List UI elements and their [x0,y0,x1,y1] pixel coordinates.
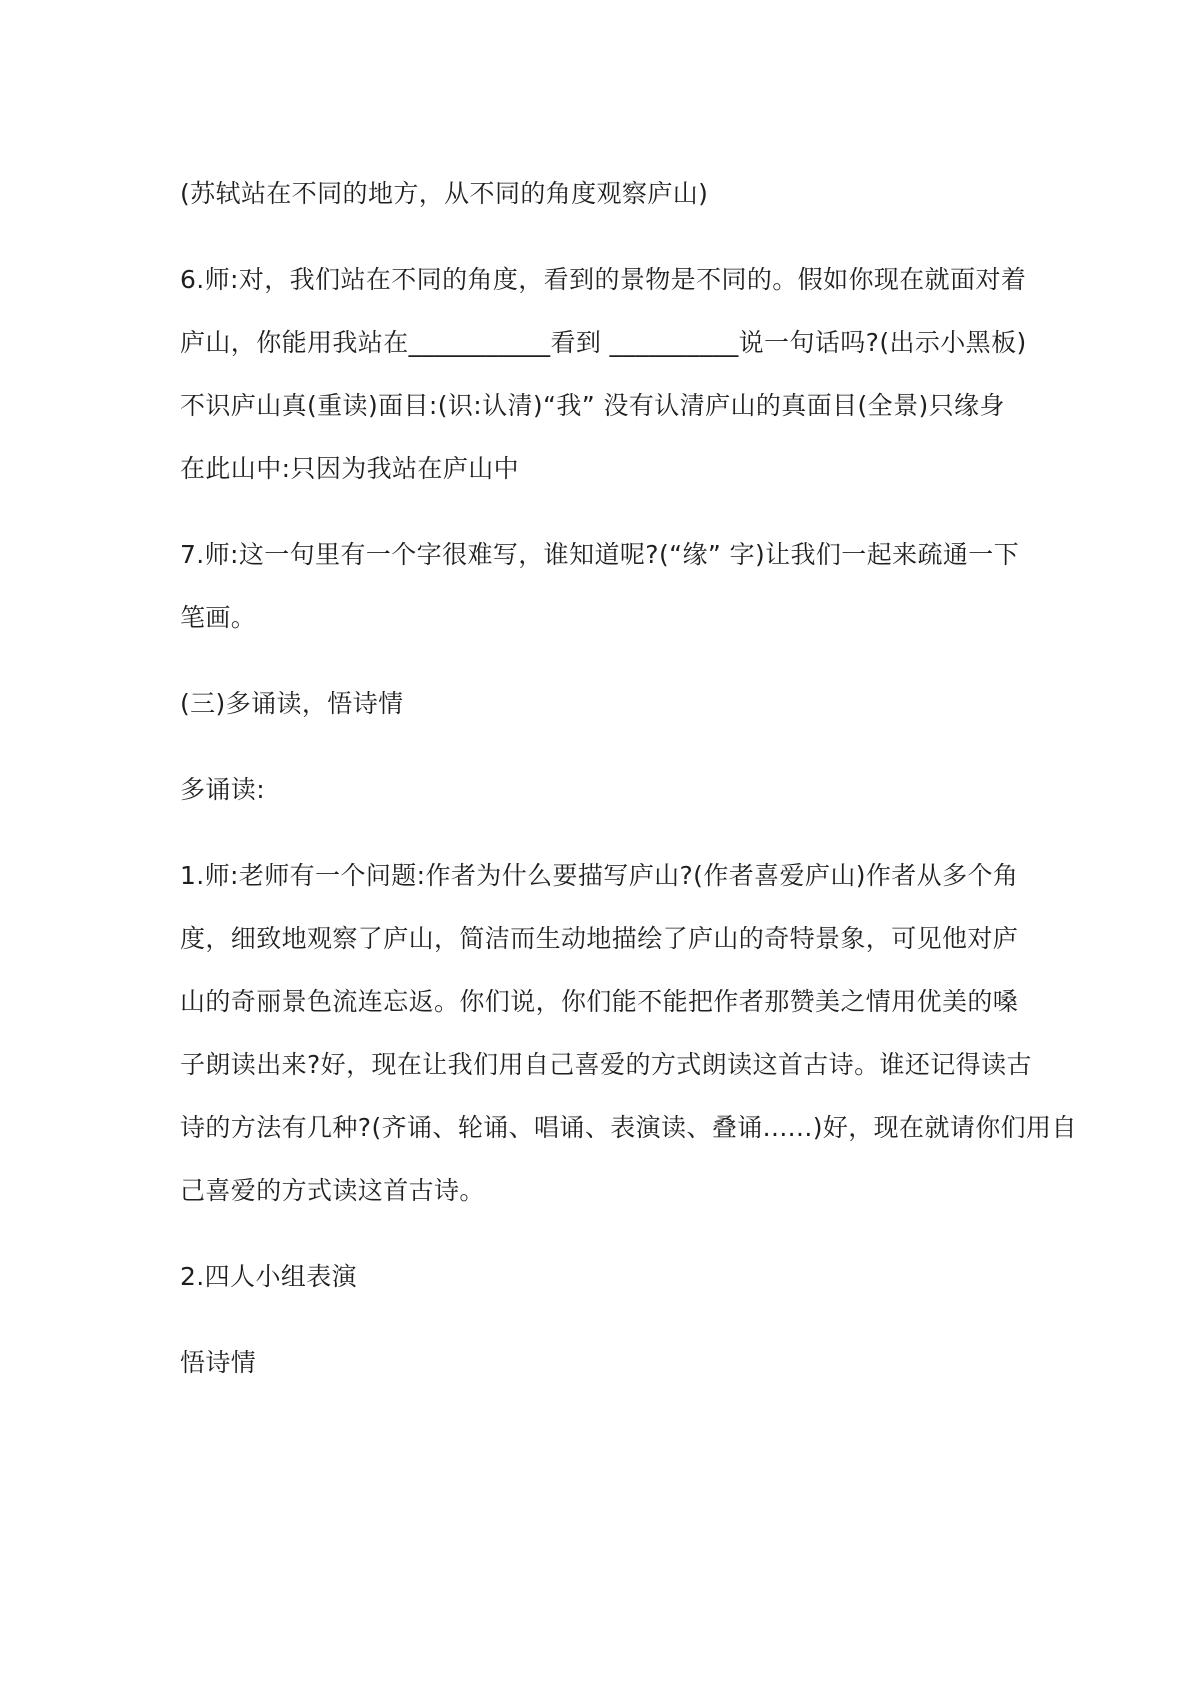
document-body [180,162,1077,1394]
text-line: 庐山，你能用我站在___________看到 __________说一句话吗?(出示小黑板) [180,328,1027,357]
text-line: 笔画。 [180,603,257,632]
text-line: 在此山中:只因为我站在庐山中 [180,454,520,483]
text-line: 度，细致地观察了庐山，简洁而生动地描绘了庐山的奇特景象，可见他对庐 [180,924,1019,953]
paragraph-step-2 [180,1245,1020,1308]
text-line: 2.四人小组表演 [180,1262,358,1291]
section-heading-3 [180,672,1020,735]
text-line: 己喜爱的方式读这首古诗。 [180,1176,485,1205]
text-line: (苏轼站在不同的地方，从不同的角度观察庐山) [180,179,709,208]
text-line: 1.师:老师有一个问题:作者为什么要描写庐山?(作者喜爱庐山)作者从多个角 [180,861,1019,890]
text-line: 不识庐山真(重读)面目:(识:认清)“我” 没有认清庐山的真面目(全景)只缘身 [180,391,1005,420]
text-line: 多诵读: [180,775,266,804]
subheading-poem-feeling [180,1331,1020,1394]
text-line: (三)多诵读，悟诗情 [180,689,404,718]
text-line: 子朗读出来?好，现在让我们用自己喜爱的方式朗读这首古诗。谁还记得读古 [180,1050,1032,1079]
paragraph-step-1 [180,844,1077,1222]
text-line: 7.师:这一句里有一个字很难写，谁知道呢?(“缘” 字)让我们一起来疏通一下 [180,540,1020,569]
text-line: 诗的方法有几种?(齐诵、轮诵、唱诵、表演读、叠诵......)好，现在就请你们用自 [180,1113,1077,1142]
paragraph-observation-note [180,162,1020,225]
paragraph-step-7 [180,523,1020,649]
paragraph-step-6 [180,248,1027,500]
text-line: 山的奇丽景色流连忘返。你们说，你们能不能把作者那赞美之情用优美的嗓 [180,987,1019,1016]
subheading-recitation [180,758,1020,821]
text-line: 悟诗情 [180,1348,257,1377]
text-line: 6.师:对，我们站在不同的角度，看到的景物是不同的。假如你现在就面对着 [180,265,1027,294]
